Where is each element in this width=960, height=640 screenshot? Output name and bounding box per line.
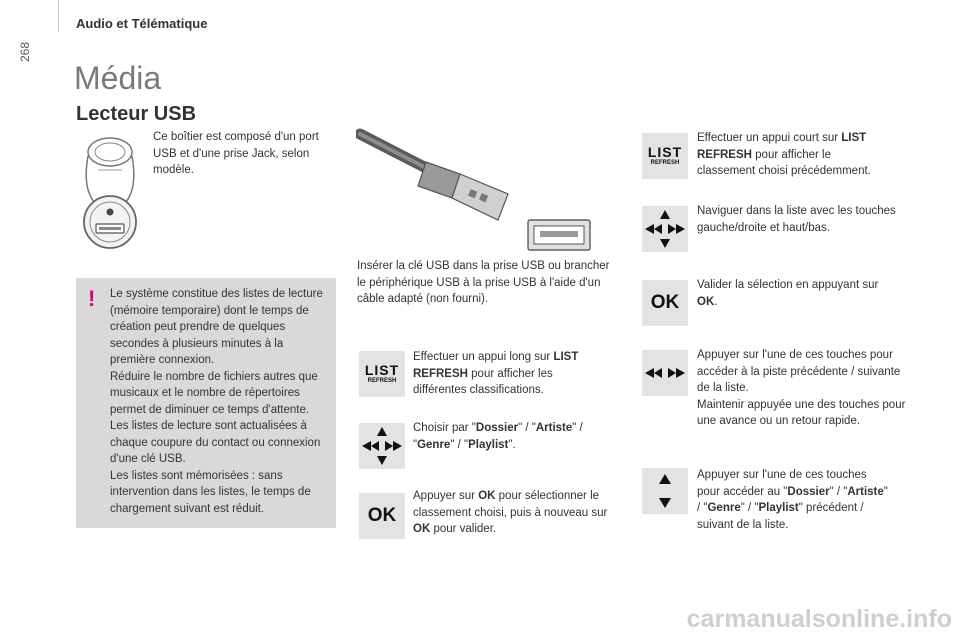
text-segment: Dossier (787, 485, 830, 498)
text-segment: Artiste (847, 485, 884, 498)
text-segment: OK (478, 490, 496, 502)
warning-mark-icon: ! (88, 286, 96, 311)
ok-button-icon: OK (359, 493, 405, 539)
four-arrows-icon (642, 206, 688, 252)
step-track: Appuyer sur l'une de ces touches pour accéder à la piste précédente / suivante de la liste. Maintenir appuyée une des touches pour une avance ou un retour rapide. (697, 349, 906, 427)
usb-insert-caption: Insérer la clé USB dans la prise USB ou brancher le périphérique USB à la prise USB à l'aide d'un câble adapté (non fourni). (357, 260, 610, 305)
step-folder (697, 467, 892, 533)
up-down-arrows-icon (642, 468, 688, 514)
text-segment: " précédent / suivant de la liste. (697, 502, 864, 531)
text-segment: pour valider. (430, 523, 497, 535)
step-choose-classification (413, 420, 608, 453)
usb-plug-icon (356, 128, 596, 254)
text-segment: LIST REFRESH (697, 132, 867, 161)
section-subtitle: Lecteur USB (76, 103, 197, 125)
list-refresh-button-icon (359, 351, 405, 397)
text-segment: " / " (697, 485, 888, 514)
page-number: 268 (18, 41, 32, 62)
watermark: carmanualsonline.info (686, 605, 952, 633)
step-validate (697, 277, 887, 310)
text-segment: Effectuer un appui long sur (413, 351, 554, 363)
section-header: Audio et Télématique (76, 16, 208, 31)
intro-text: Ce boîtier est composé d'un port USB et d'une prise Jack, selon modèle. (153, 131, 319, 176)
text-segment: Playlist (468, 438, 509, 451)
usb-jack-housing-icon (74, 130, 146, 256)
text-segment: Genre (707, 502, 741, 514)
page-title: Média (74, 60, 162, 96)
step-long-press (413, 349, 608, 399)
text-segment: Effectuer un appui court sur (697, 132, 842, 144)
text-segment: Appuyer sur l'une de ces touches pour accéder au " (697, 469, 867, 498)
text-segment: Choisir par " (413, 422, 476, 434)
step-press-ok (413, 488, 618, 538)
left-right-arrows-icon (642, 350, 688, 396)
list-refresh-button-icon (642, 133, 688, 179)
text-segment: pour afficher les différentes classifications. (413, 367, 553, 396)
text-segment: pour afficher le classement choisi précédemment. (697, 148, 871, 177)
refresh-label: REFRESH (367, 378, 397, 384)
text-segment: OK (413, 523, 431, 535)
info-note-text: Le système constitue des listes de lecture (mémoire temporaire) dont le temps de création peut prendre de quelques secondes à plusieurs minutes à la première connexion. Réduire le nombre de fichiers autres que musicaux et le nombre de répertoires permet de diminuer ce temps d'attente. Les listes de lecture sont actualisées à chaque coupure du contact ou connexion d'une clé USB. Les listes sont mémorisées : sans intervention dans les listes, le temps de chargement suivant est réduit. (110, 288, 323, 515)
text-segment: " / " (518, 422, 536, 434)
header-divider (58, 0, 59, 32)
four-arrows-icon (359, 423, 405, 469)
list-label: LIST (647, 144, 683, 160)
text-segment: Dossier (475, 422, 519, 434)
text-segment: " / " (450, 438, 469, 451)
step-short-press (697, 130, 892, 180)
text-segment: " / " (413, 422, 583, 451)
step-navigate: Naviguer dans la liste avec les touches gauche/droite et haut/bas. (697, 205, 896, 234)
text-segment: OK (697, 295, 715, 308)
ok-button-icon: OK (642, 280, 688, 326)
text-segment: Playlist (758, 502, 799, 514)
text-segment: pour sélectionner le classement choisi, puis à nouveau sur (413, 490, 608, 519)
text-segment: Artiste (535, 422, 573, 434)
text-segment: Genre (417, 438, 451, 451)
text-segment: Appuyer sur (413, 490, 479, 502)
text-segment: . (714, 295, 718, 308)
list-label: LIST (364, 362, 400, 378)
text-segment: " / " (740, 502, 759, 514)
text-segment: ". (508, 438, 516, 451)
text-segment: " / " (829, 485, 848, 498)
text-segment: LIST REFRESH (413, 351, 579, 380)
text-segment: Valider la sélection en appuyant sur (697, 279, 879, 291)
refresh-label: REFRESH (650, 160, 680, 166)
